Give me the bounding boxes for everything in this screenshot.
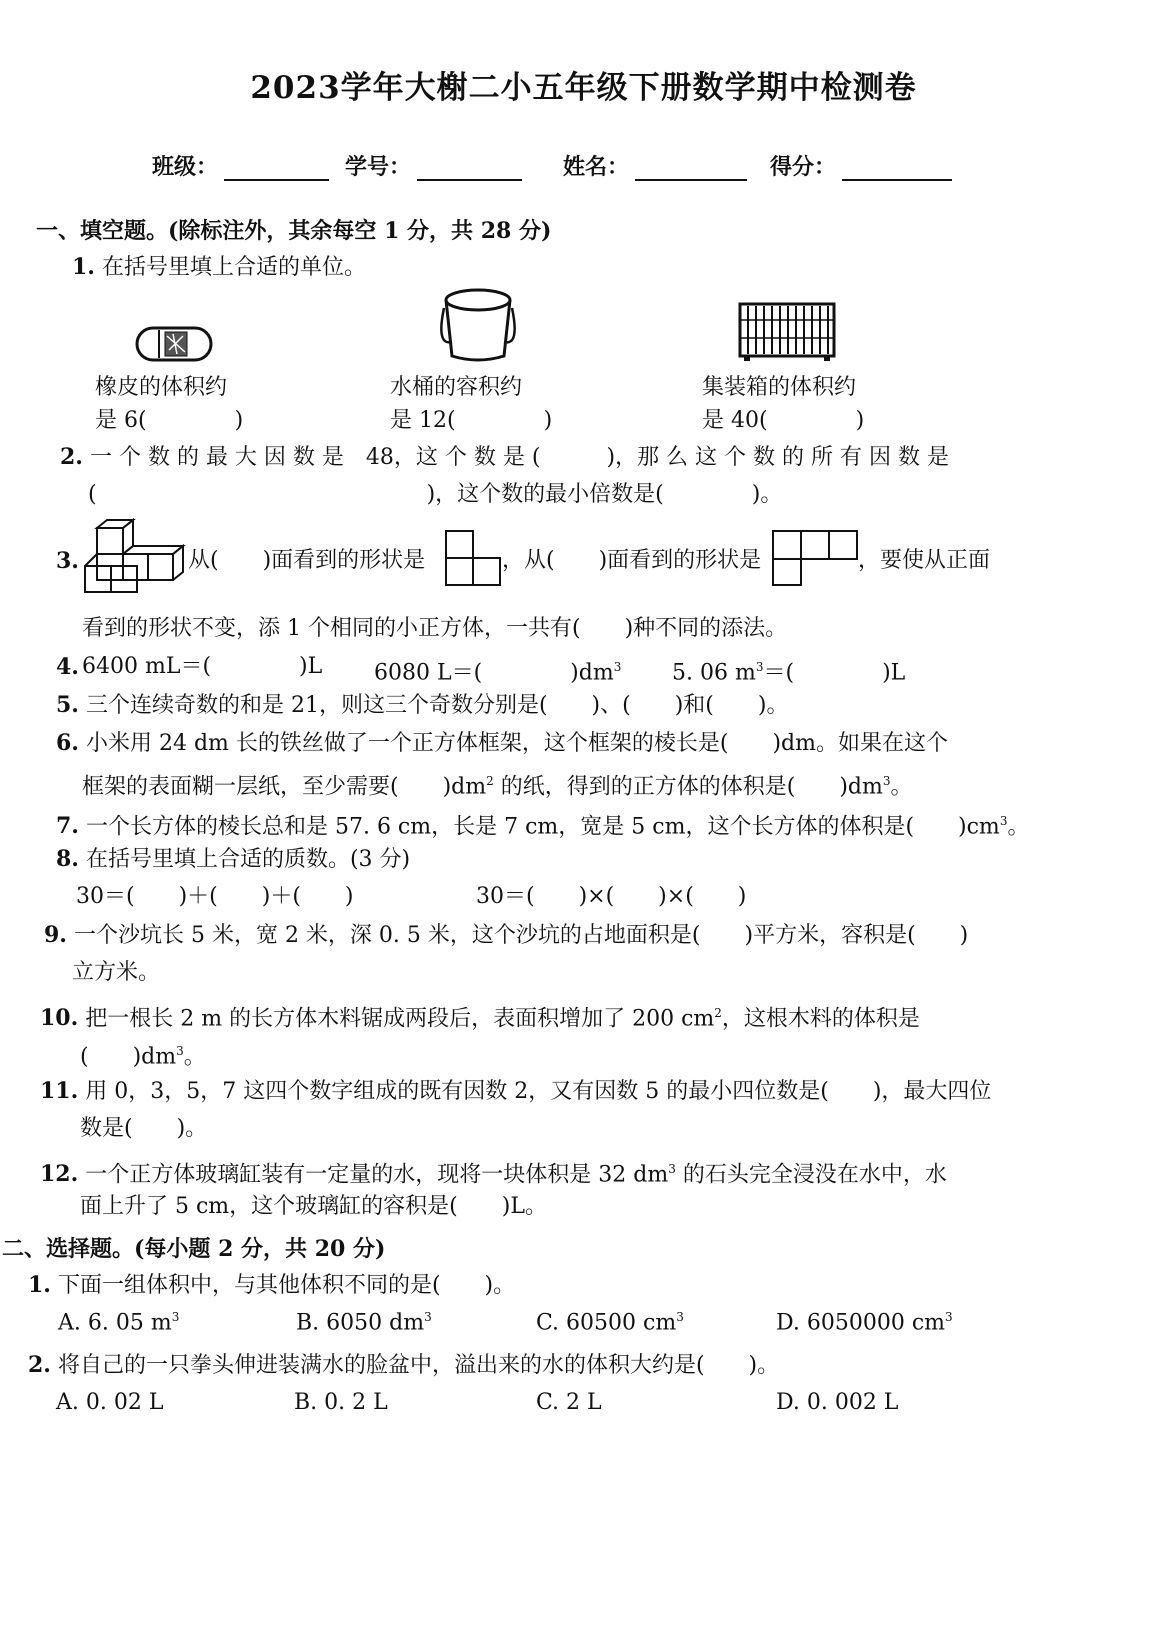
eraser-icon [135,324,215,364]
question-2 [60,442,949,473]
question-6-line-2: 框架的表面糊一层纸，至少需要( )$dm^2$ 的纸，得到的正方体的体积是( )$dm^3$。 [82,774,913,800]
option-a[interactable]: A. 6. 05 $m^3$ [58,1310,180,1336]
question-number: 6. [56,730,79,756]
eraser-caption: 橡皮的体积约 [95,375,228,400]
question-text: 三个连续奇数的和是 21，则这三个奇数分别是( )、( )和( )。 [85,693,789,718]
option-d[interactable]: D. 6050000 $cm^3$ [776,1310,953,1336]
question-4 [56,652,79,683]
bucket-caption: 水桶的容积约 [390,375,523,400]
question-text: 下面一组体积中，与其他体积不同的是( )。 [57,1273,516,1298]
question-number: 4. [56,654,79,680]
question-5 [56,690,788,721]
question-3-part-2: ，从( )面看到的形状是 [502,548,762,573]
view-shape-2 [772,530,858,586]
question-10-line-2: ( )$dm^3$。 [80,1044,206,1070]
conversion-b: 6080 L＝( )$dm^3$ [374,660,622,686]
question-text: 一 个 数 的 最 大 因 数 是 48，这 个 数 是 ( )，那 么 这 个 数 的 所 有 因 数 是 [89,445,949,470]
shipping-container-icon [738,300,838,362]
student-id-blank[interactable] [417,157,522,181]
eraser-answer: 是 6( ) [95,408,244,433]
question-text: 一个沙坑长 5 米，宽 2 米，深 0. 5 米，这个沙坑的占地面积是( )平方米，容积是( ) [73,923,969,948]
student-id-label: 学号： [345,154,412,180]
option-a[interactable]: A. 0. 02 L [56,1390,164,1415]
page-title: 2023学年大榭二小五年级下册数学期中检测卷 [250,70,917,106]
cube-stack-figure [83,518,188,600]
question-text: 一个长方体的棱长总和是 57. 6 cm，长是 7 cm，宽是 5 cm，这个长方体的体积是( )cm [85,814,1000,840]
question-11-line-2: 数是( )。 [80,1116,208,1141]
bucket-answer: 是 12( ) [390,408,553,433]
section-2-heading: 二、选择题。(每小题 2 分，共 20 分) [2,1236,386,1262]
question-number: 2. [60,444,83,470]
question-3-part-3: ，要使从正面 [858,548,991,573]
question-text: 小米用 24 dm 长的铁丝做了一个正方体框架，这个框架的棱长是( )dm。如果在这个 [85,731,948,756]
prime-product: 30＝( )×( )×( ) [476,884,747,909]
question-6 [56,728,948,759]
question-8 [56,844,410,875]
section-1-heading: 一、填空题。(除标注外，其余每空 1 分，共 28 分) [36,218,552,244]
question-number: 1. [72,254,95,280]
option-c[interactable]: C. 60500 $cm^3$ [536,1310,684,1336]
student-id-field[interactable] [345,150,522,181]
question-1 [72,252,366,283]
choice-question-2 [28,1350,779,1381]
question-3-line-2: 看到的形状不变，添 1 个相同的小正方体，一共有( )种不同的添法。 [82,616,788,641]
question-number: 12. [40,1161,79,1188]
class-label: 班级： [152,154,219,180]
question-9-line-2: 立方米。 [72,960,161,985]
container-answer: 是 40( ) [702,408,865,433]
question-number: 10. [40,1005,79,1032]
option-b[interactable]: B. 0. 2 L [294,1390,388,1415]
class-field[interactable] [152,150,329,181]
container-caption: 集装箱的体积约 [702,375,857,400]
choice-question-1 [28,1270,515,1301]
view-shape-1 [445,530,501,586]
option-d[interactable]: D. 0. 002 L [776,1390,899,1415]
question-11 [40,1076,991,1107]
option-b[interactable]: B. 6050 $dm^3$ [296,1310,432,1336]
question-text: 将自己的一只拳头伸进装满水的脸盆中，溢出来的水的体积大约是( )。 [57,1353,780,1378]
option-c[interactable]: C. 2 L [536,1390,602,1415]
question-12: 12. 一个正方体玻璃缸装有一定量的水，现将一块体积是 32 $dm^3$ 的石头完全浸没在水中，水 [40,1161,947,1188]
name-blank[interactable] [635,157,747,181]
question-number: 9. [44,922,67,948]
question-10: 10. 把一根长 2 m 的长方体木料锯成两段后，表面积增加了 200 $cm^2$，这根木料的体积是 [40,1005,920,1032]
name-field[interactable] [563,150,747,181]
question-number: 5. [56,692,79,718]
question-number: 7. [56,813,79,840]
conversion-c: 5. 06 $m^3=$( )L [672,660,906,686]
question-12-line-2: 面上升了 5 cm，这个玻璃缸的容积是( )L。 [80,1194,547,1219]
score-field[interactable] [770,150,952,181]
name-label: 姓名： [563,154,630,180]
question-2-line-2: ( )，这个数的最小倍数是( )。 [88,482,783,507]
question-3-number: 3. [56,548,79,574]
score-label: 得分： [770,154,837,180]
question-9 [44,920,968,951]
question-number: 2. [28,1352,51,1378]
question-number: 11. [40,1078,79,1104]
question-text: 在括号里填上合适的质数。(3 分) [85,847,411,872]
question-3-part-1: 从( )面看到的形状是 [188,548,426,573]
question-number: 8. [56,846,79,872]
bucket-icon [438,286,518,366]
score-blank[interactable] [842,157,952,181]
question-text: 用 0，3，5，7 这四个数字组成的既有因数 2，又有因数 5 的最小四位数是( )，最大四位 [85,1079,992,1104]
conversion-a: 6400 mL＝( )L [82,654,323,679]
question-7: 7. 一个长方体的棱长总和是 57. 6 cm，长是 7 cm，宽是 5 cm，这个长方体的体积是( )$cm^3$。 [56,813,1030,840]
prime-sum: 30＝( )＋( )＋( ) [76,884,354,909]
class-blank[interactable] [224,157,329,181]
question-text: 在括号里填上合适的单位。 [101,255,366,280]
question-number: 1. [28,1272,51,1298]
